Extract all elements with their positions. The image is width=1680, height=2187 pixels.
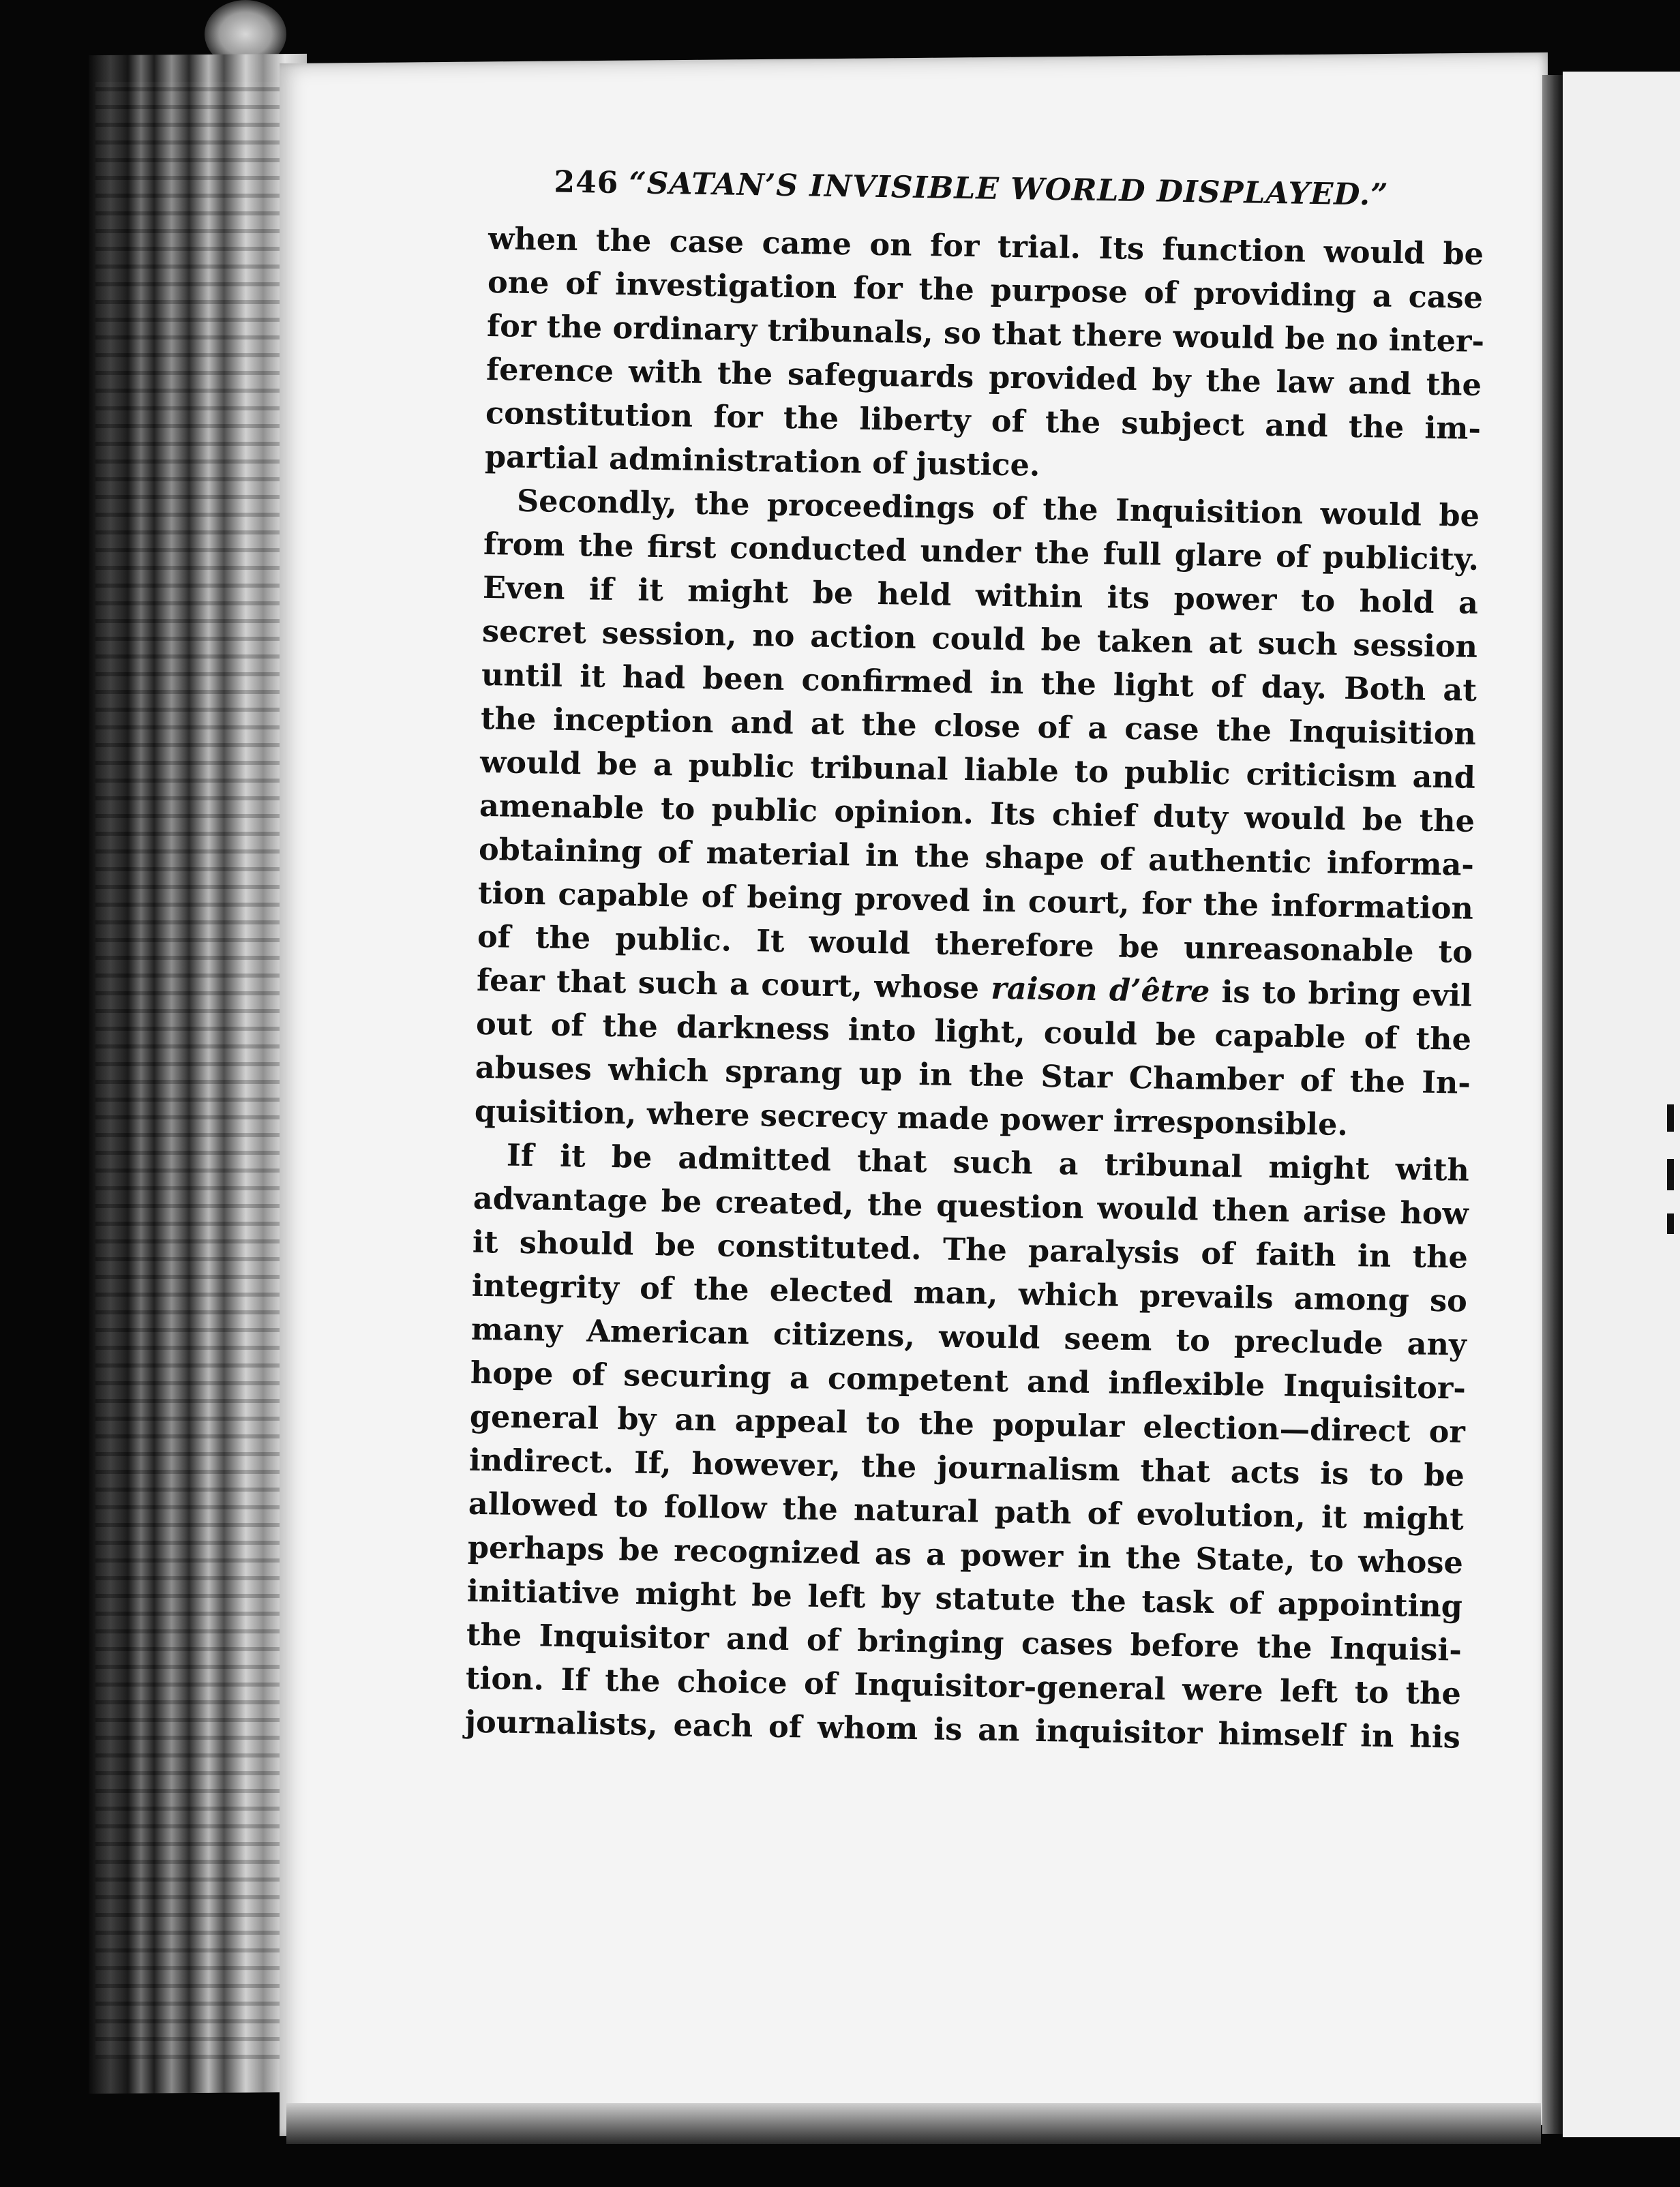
text-line: abuses which sprang up in the Star Chamber of the In- bbox=[475, 1049, 1471, 1101]
text-line: out of the darkness into light, could be capable of the bbox=[475, 1006, 1472, 1057]
text-line: tion. If the choice of Inquisitor-general were left to the bbox=[465, 1660, 1462, 1712]
text-line: integrity of the elected man, which prevails among so bbox=[471, 1267, 1468, 1319]
text-line: amenable to public opinion. Its chief duty would be the bbox=[479, 787, 1475, 839]
running-title: “SATAN’S INVISIBLE WORLD DISPLAYED.” bbox=[629, 166, 1389, 213]
text-line: the inception and at the close of a case the Inquisition bbox=[480, 700, 1477, 752]
text-line: advantage be created, the question would then arise how bbox=[472, 1180, 1469, 1232]
text-line: obtaining of material in the shape of authentic informa- bbox=[478, 831, 1475, 883]
page-text bbox=[464, 158, 1484, 1760]
text-line: allowed to follow the natural path of evolution, it might bbox=[468, 1485, 1465, 1537]
text-line: If it be admitted that such a tribunal might with bbox=[506, 1137, 1470, 1188]
facing-page-glyph bbox=[1667, 1159, 1674, 1190]
text-line: tion capable of being proved in court, for the information bbox=[477, 875, 1474, 926]
text-line: until it had been confirmed in the light of day. Both at bbox=[481, 657, 1478, 708]
paragraph-2 bbox=[475, 479, 1480, 1149]
text-line: would be a public tribunal liable to public criticism and bbox=[479, 744, 1476, 796]
text-line: hope of securing a competent and inflexible Inquisitor- bbox=[470, 1355, 1467, 1406]
text-line: from the first conducted under the full glare of publicity. bbox=[483, 526, 1480, 577]
text-line: when the case came on for trial. Its function would be bbox=[487, 220, 1484, 272]
right-binding-shadow bbox=[1542, 75, 1563, 2134]
facing-page-glyph bbox=[1667, 1104, 1674, 1132]
page-edge-texture bbox=[95, 82, 293, 2059]
paragraph-3 bbox=[464, 1133, 1469, 1760]
text-line: initiative might be left by statute the task of appointing bbox=[466, 1573, 1463, 1625]
text-line: indirect. If, however, the journalism that acts is to be bbox=[468, 1442, 1465, 1494]
text-line: quisition, where secrecy made power irresponsible. bbox=[474, 1093, 1349, 1143]
facing-page-edge bbox=[1563, 72, 1680, 2137]
page-bottom-shadow bbox=[286, 2103, 1541, 2144]
text-line: many American citizens, would seem to preclude any bbox=[470, 1311, 1467, 1363]
text-line: general by an appeal to the popular election—direct or bbox=[469, 1398, 1466, 1450]
text-line: partial administration of justice. bbox=[484, 438, 1040, 483]
text-line: Even if it might be held within its power to hold a bbox=[482, 569, 1479, 621]
text-line: the Inquisitor and of bringing cases before the Inquisi- bbox=[466, 1616, 1462, 1668]
text-line: of the public. It would therefore be unreasonable to bbox=[477, 918, 1473, 970]
paragraph-1 bbox=[485, 217, 1484, 494]
page-number: 246 bbox=[554, 164, 619, 200]
text-run: is to bring evil bbox=[1209, 974, 1473, 1014]
text-line: journalists, each of whom is an inquisitor himself in his bbox=[464, 1704, 1461, 1755]
text-line: secret session, no action could be taken at such session bbox=[481, 613, 1478, 665]
text-line: it should be constituted. The paralysis of faith in the bbox=[472, 1224, 1469, 1276]
text-line: Secondly, the proceedings of the Inquisition would be bbox=[516, 483, 1480, 534]
text-line: constitution for the liberty of the subject and the im- bbox=[485, 395, 1482, 447]
facing-page-glyph bbox=[1667, 1213, 1674, 1234]
text-line: for the ordinary tribunals, so that there would be no inter- bbox=[486, 307, 1485, 359]
text-line: perhaps be recognized as a power in the State, to whose bbox=[467, 1529, 1464, 1581]
italic-phrase: raison d’être bbox=[990, 970, 1210, 1010]
text-line: one of investigation for the purpose of providing a case bbox=[487, 264, 1484, 316]
text-line: ference with the safeguards provided by the law and the bbox=[485, 351, 1482, 403]
text-run: fear that such a court, whose bbox=[476, 962, 991, 1006]
